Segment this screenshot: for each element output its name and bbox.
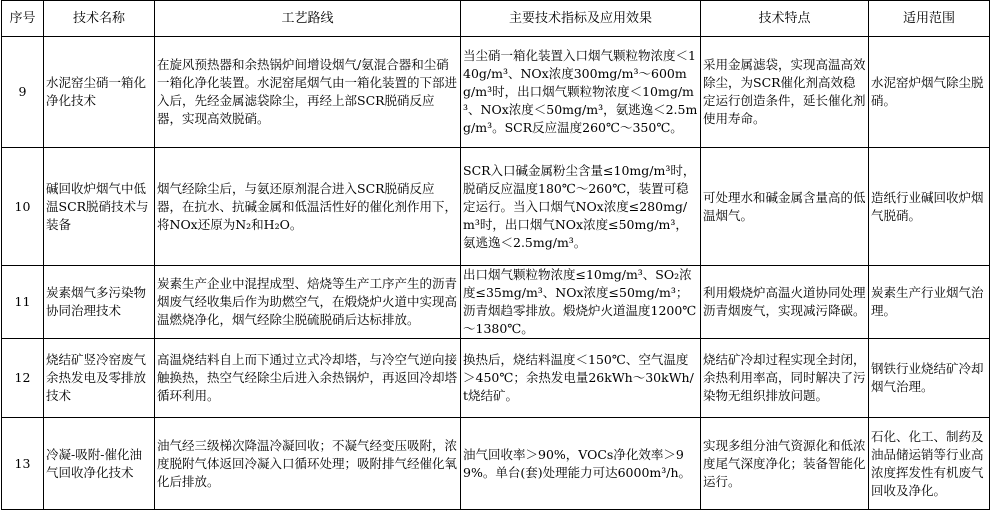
table-row [2, 418, 990, 510]
header-no: 序号 [2, 1, 44, 37]
row-scope: 造纸行业碱回收炉烟气脱硝。 [869, 148, 990, 266]
row-no: 11 [2, 266, 44, 339]
row-features: 采用金属滤袋，实现高温高效除尘，为SCR催化剂高效稳定运行创造条件，延长催化剂使用寿命。 [701, 37, 869, 148]
row-indicators: SCR入口碱金属粉尘含量≤10mg/m³时，脱硝反应温度180℃～260℃，装置可稳定运行。当入口烟气NOx浓度≤280mg/m³时，出口烟气NOx浓度≤50mg/m³，氨逃逸＜2.5mg/m³。 [461, 148, 701, 266]
row-features: 利用煅烧炉高温火道协同处理沥青烟废气，实现减污降碳。 [701, 266, 869, 339]
row-route: 高温烧结料自上而下通过立式冷却塔，与冷空气逆向接触换热，热空气经除尘后进入余热锅炉，再返回冷却塔循环利用。 [155, 339, 461, 418]
header-name: 技术名称 [44, 1, 155, 37]
row-route: 烟气经除尘后，与氨还原剂混合进入SCR脱硝反应器，在抗水、抗碱金属和低温活性好的催化剂作用下，将NOx还原为N₂和H₂O。 [155, 148, 461, 266]
row-scope: 钢铁行业烧结矿冷却烟气治理。 [869, 339, 990, 418]
row-name: 水泥窑尘硝一箱化净化技术 [44, 37, 155, 148]
table-row [2, 37, 990, 148]
row-features: 烧结矿冷却过程实现全封闭，余热利用率高，同时解决了污染物无组织排放问题。 [701, 339, 869, 418]
row-indicators: 出口烟气颗粒物浓度≤10mg/m³、SO₂浓度≤35mg/m³、NOx浓度≤50mg/m³；沥青烟趋零排放。煅烧炉火道温度1200℃～1380℃。 [461, 266, 701, 339]
technology-table [1, 0, 990, 510]
row-features: 可处理水和碱金属含量高的低温烟气。 [701, 148, 869, 266]
header-route: 工艺路线 [155, 1, 461, 37]
row-route: 在旋风预热器和余热锅炉间增设烟气/氨混合器和尘硝一箱化净化装置。水泥窑尾烟气由一箱化装置的下部进入后，先经金属滤袋除尘，再经上部SCR脱硝反应器，实现高效脱硝。 [155, 37, 461, 148]
row-no: 13 [2, 418, 44, 510]
row-indicators: 油气回收率＞90%，VOCs净化效率＞99%。单台(套)处理能力可达6000m³/h。 [461, 418, 701, 510]
row-name: 炭素烟气多污染物协同治理技术 [44, 266, 155, 339]
header-scope: 适用范围 [869, 1, 990, 37]
table-header-row [2, 1, 990, 37]
table-row [2, 266, 990, 339]
header-features: 技术特点 [701, 1, 869, 37]
row-route: 油气经三级梯次降温冷凝回收；不凝气经变压吸附，浓度脱附气体返回冷凝入口循环处理；吸附排气经催化氧化后排放。 [155, 418, 461, 510]
row-no: 10 [2, 148, 44, 266]
row-indicators: 换热后，烧结料温度＜150℃、空气温度＞450℃；余热发电量26kWh～30kWh/t烧结矿。 [461, 339, 701, 418]
row-route: 炭素生产企业中混捏成型、焙烧等生产工序产生的沥青烟废气经收集后作为助燃空气，在煅烧炉火道中实现高温燃烧净化，烟气经除尘脱硫脱硝后达标排放。 [155, 266, 461, 339]
row-name: 烧结矿竖冷窑废气余热发电及零排放技术 [44, 339, 155, 418]
row-indicators: 当尘硝一箱化装置入口烟气颗粒物浓度＜140g/m³、NOx浓度300mg/m³～600mg/m³时，出口烟气颗粒物浓度＜10mg/m³、NOx浓度＜50mg/m³，氨逃逸＜2.5mg/m³。SCR反应温度260℃～350℃。 [461, 37, 701, 148]
header-indicators: 主要技术指标及应用效果 [461, 1, 701, 37]
row-no: 12 [2, 339, 44, 418]
table-row [2, 148, 990, 266]
table-row [2, 339, 990, 418]
row-scope: 炭素生产行业烟气治理。 [869, 266, 990, 339]
row-name: 冷凝-吸附-催化油气回收净化技术 [44, 418, 155, 510]
row-name: 碱回收炉烟气中低温SCR脱硝技术与装备 [44, 148, 155, 266]
row-no: 9 [2, 37, 44, 148]
row-scope: 水泥窑炉烟气除尘脱硝。 [869, 37, 990, 148]
row-features: 实现多组分油气资源化和低浓度尾气深度净化；装备智能化运行。 [701, 418, 869, 510]
row-scope: 石化、化工、制药及油品储运销等行业高浓度挥发性有机废气回收及净化。 [869, 418, 990, 510]
